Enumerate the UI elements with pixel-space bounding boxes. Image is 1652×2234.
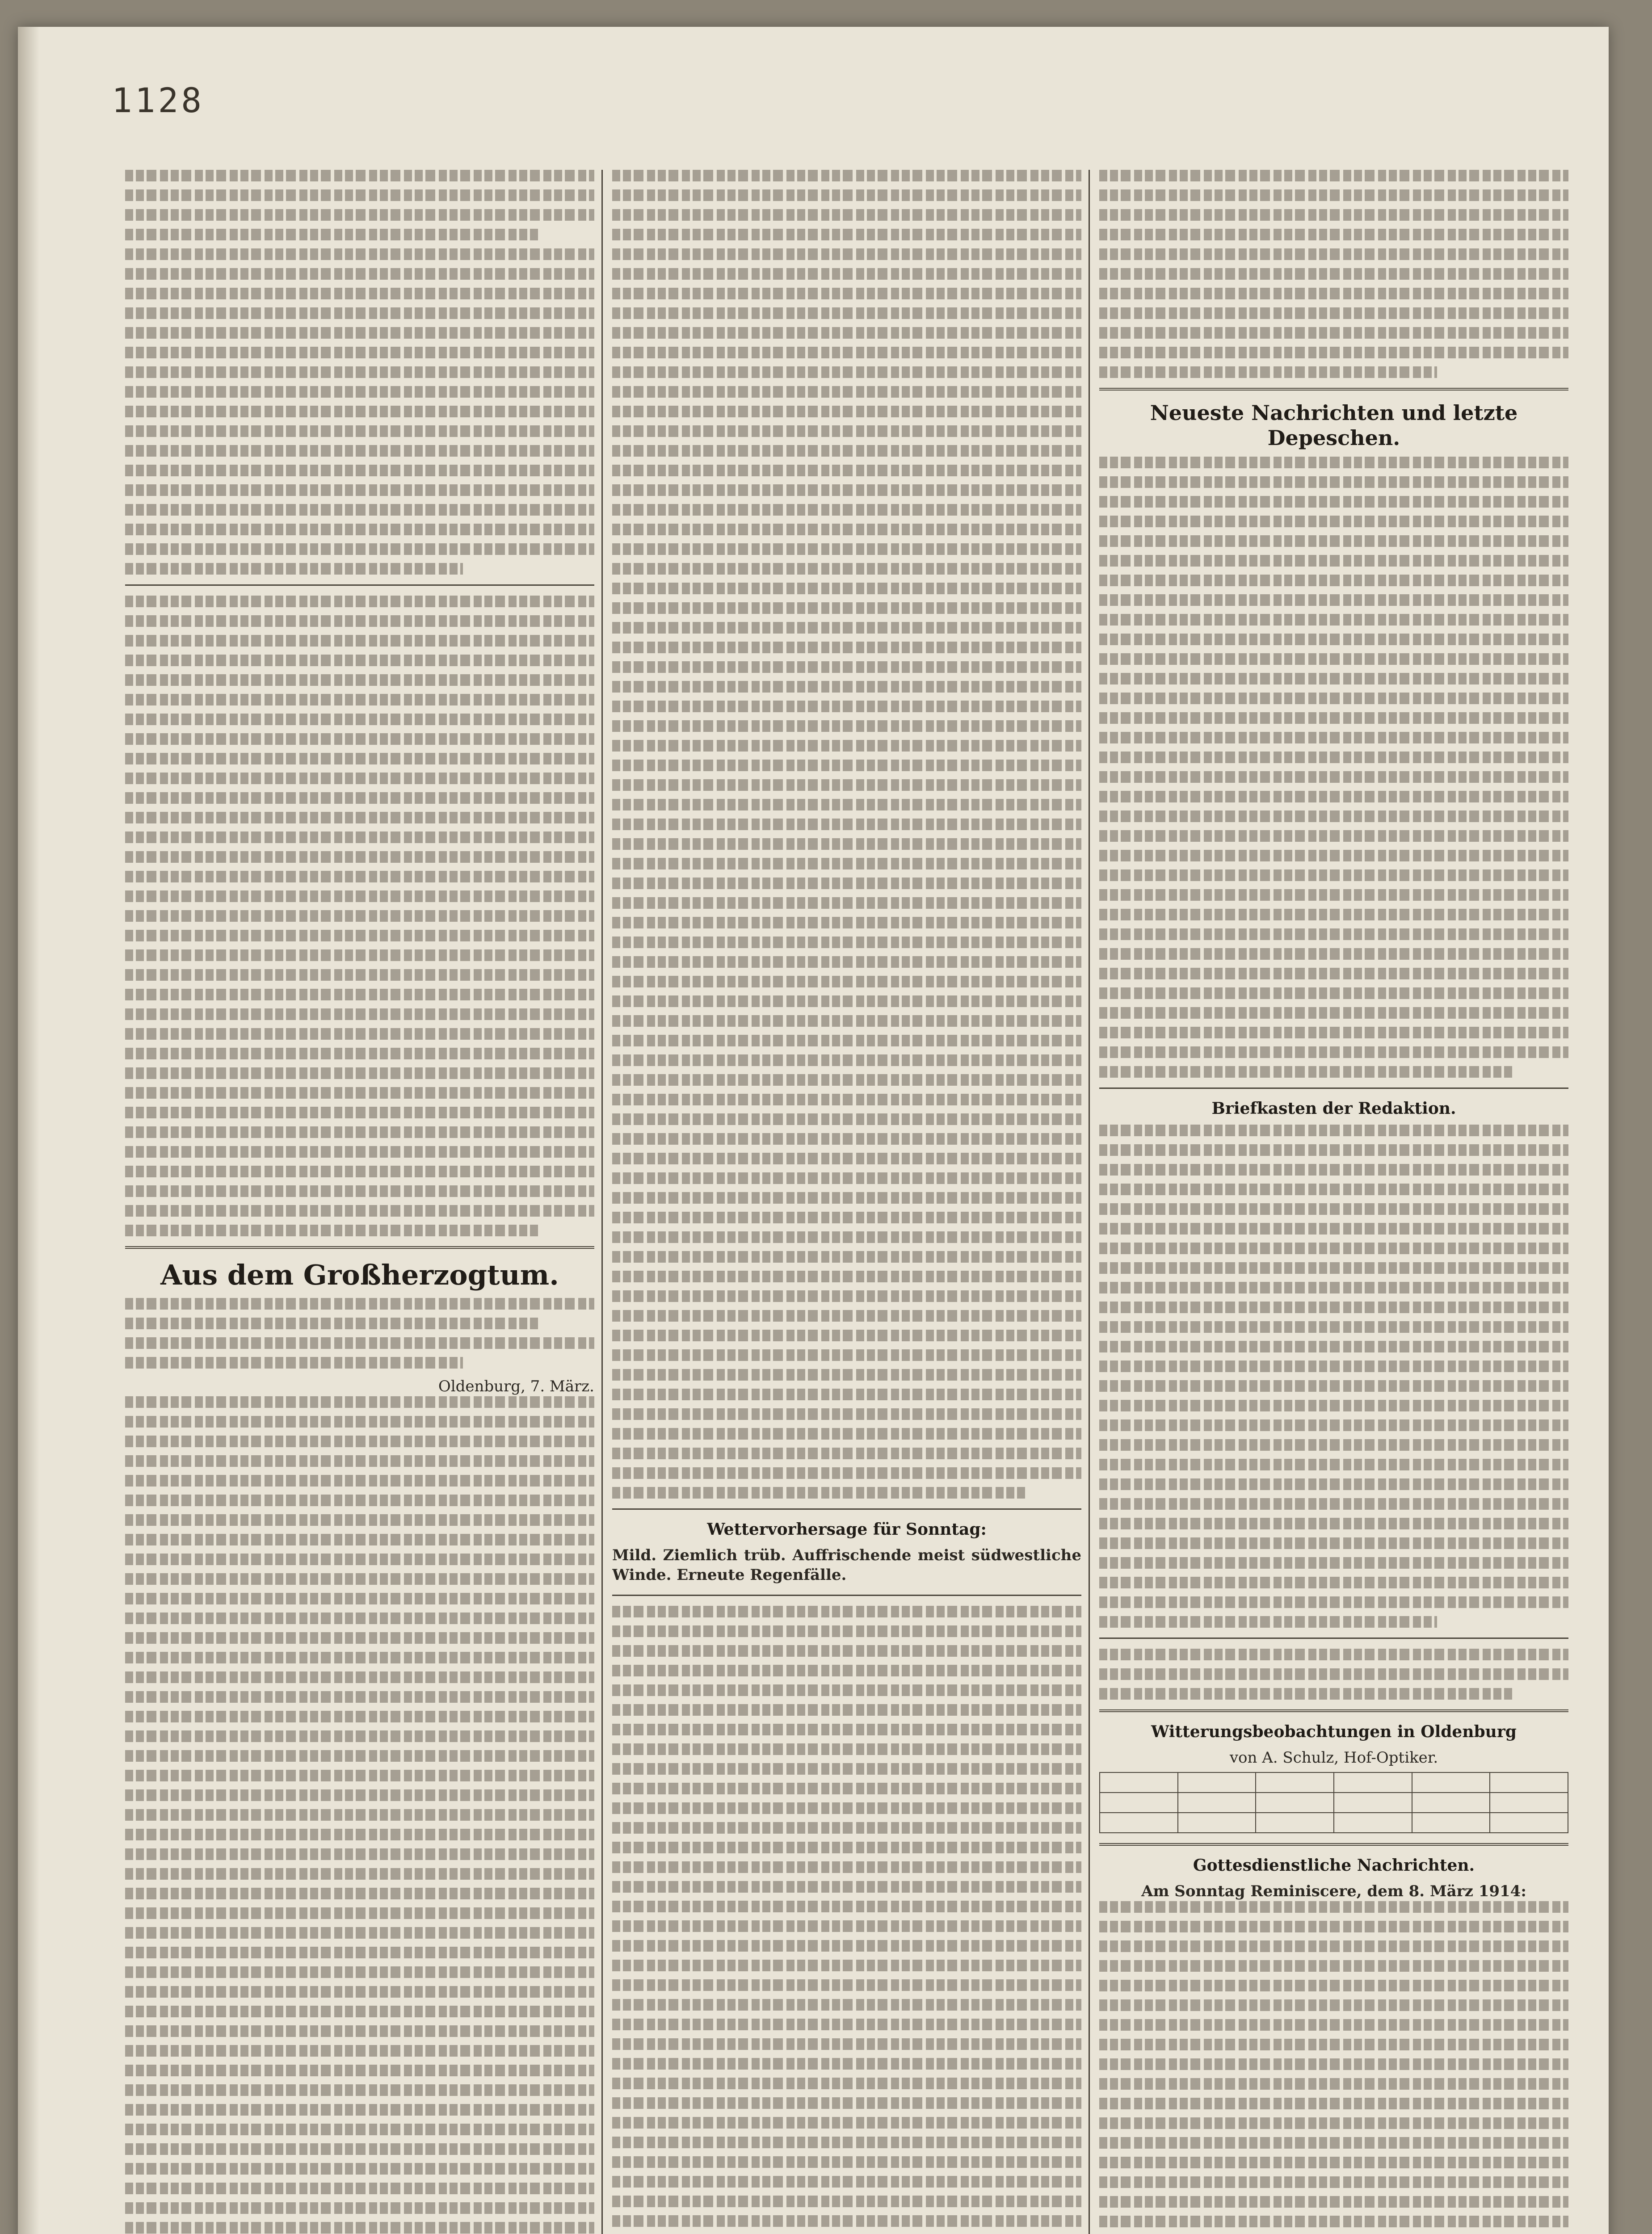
weather-forecast-heading: Wettervorhersage für Sonntag:: [707, 1520, 987, 1539]
church-news-heading: Gottesdienstliche Nachrichten.: [1193, 1856, 1475, 1875]
separator: [1099, 1088, 1568, 1089]
double-rule: [125, 1246, 594, 1249]
article-block: [1099, 1901, 1568, 2234]
church-date: Am Sonntag Reminiscere, dem 8. März 1914:: [1141, 1882, 1526, 1900]
weather-observations-sub: von A. Schulz, Hof-Optiker.: [1229, 1749, 1438, 1767]
weather-observations-table: [1099, 1772, 1568, 1833]
separator: [1099, 1638, 1568, 1639]
double-rule: [1099, 388, 1568, 391]
column-rule: [1089, 170, 1090, 2234]
binding-shadow: [18, 27, 39, 2234]
article-block: [125, 1396, 594, 2234]
newspaper-page: [18, 27, 1609, 2234]
page-number: 1128: [112, 80, 205, 120]
separator: [612, 1508, 1081, 1510]
column-2: [612, 170, 1081, 2234]
column-1: [125, 170, 594, 2234]
latest-news-heading: Neueste Nachrichten und letzte Depeschen.: [1150, 401, 1518, 450]
article-block: [1099, 457, 1568, 1078]
double-rule: [1099, 1843, 1568, 1846]
article-block: [612, 1606, 1081, 2234]
section-heading: Aus dem Großherzogtum.: [160, 1259, 559, 1291]
weather-observations-heading: Witterungsbeobachtungen in Oldenburg: [1151, 1722, 1517, 1741]
article-block: [1099, 170, 1568, 378]
separator: [612, 1595, 1081, 1596]
dateline: Oldenburg, 7. März.: [438, 1377, 594, 1395]
article-block: [612, 170, 1081, 1499]
column-rule: [601, 170, 603, 2234]
article-block: [1099, 1125, 1568, 1628]
article-block: [125, 170, 594, 575]
mailbox-heading: Briefkasten der Redaktion.: [1211, 1099, 1456, 1118]
separator: [125, 584, 594, 586]
double-rule: [1099, 1709, 1568, 1712]
weather-forecast-text: Mild. Ziemlich trüb. Auffrischende meist südwestliche Winde. Erneute Regenfälle.: [612, 1546, 1081, 1584]
article-block: [125, 596, 594, 1236]
column-3: [1099, 170, 1568, 2234]
